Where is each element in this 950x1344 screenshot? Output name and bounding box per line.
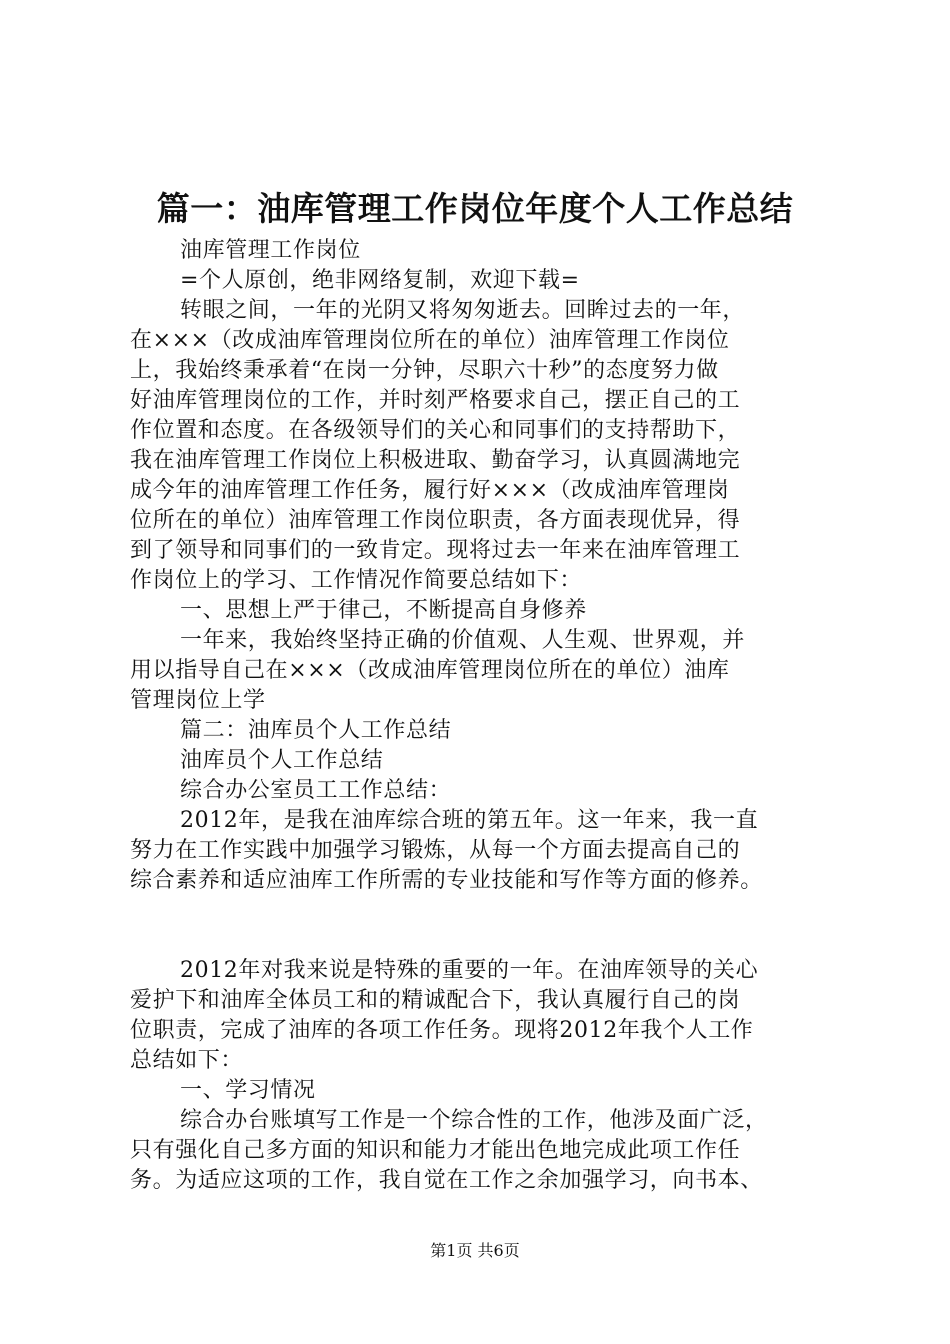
text-line: 爱护下和油库全体员工和的精诚配合下，我认真履行自己的岗 xyxy=(130,988,741,1013)
page-footer: 第1页 共6页 xyxy=(430,1241,520,1260)
text-line: 综合素养和适应油库工作所需的专业技能和写作等方面的修养。 xyxy=(130,868,763,893)
text-line: 到了领导和同事们的一致肯定。现将过去一年来在油库管理工 xyxy=(130,538,741,563)
text-line: 用以指导自己在×××（改成油库管理岗位所在的单位）油库 xyxy=(130,658,730,683)
text-line: 我在油库管理工作岗位上积极进取、勤奋学习，认真圆满地完 xyxy=(130,448,741,473)
section-heading: 一、思想上严于律己，不断提高自身修养 xyxy=(180,598,587,623)
text-line: 作岗位上的学习、工作情况作简要总结如下： xyxy=(130,568,583,593)
text-line: 在×××（改成油库管理岗位所在的单位）油库管理工作岗位 xyxy=(130,328,730,353)
text-line: 努力在工作实践中加强学习锻炼，从每一个方面去提高自己的 xyxy=(130,838,741,863)
text-line: 油库员个人工作总结 xyxy=(180,748,384,773)
document-title: 篇一：油库管理工作岗位年度个人工作总结 xyxy=(156,189,794,228)
text-line: 综合办公室员工工作总结： xyxy=(180,778,452,803)
text-line: 总结如下： xyxy=(130,1048,244,1073)
blank-line xyxy=(130,896,830,956)
text-line: 位所在的单位）油库管理工作岗位职责，各方面表现优异，得 xyxy=(130,508,741,533)
text-line: 转眼之间，一年的光阴又将匆匆逝去。回眸过去的一年， xyxy=(180,298,746,323)
text-line: 2012年，是我在油库综合班的第五年。这一年来，我一直 xyxy=(180,808,759,833)
text-line: 管理岗位上学 xyxy=(130,688,266,713)
text-line: 油库管理工作岗位 xyxy=(180,238,361,263)
text-line: 务。为适应这项的工作，我自觉在工作之余加强学习，向书本、 xyxy=(130,1168,763,1193)
text-line: 成今年的油库管理工作任务，履行好×××（改成油库管理岗 xyxy=(130,478,730,503)
text-line: 一年来，我始终坚持正确的价值观、人生观、世界观，并 xyxy=(180,628,746,653)
text-line: 只有强化自己多方面的知识和能力才能出色地完成此项工作任 xyxy=(130,1138,741,1163)
text-line: 综合办台账填写工作是一个综合性的工作，他涉及面广泛， xyxy=(180,1108,768,1133)
text-line: 2012年对我来说是特殊的重要的一年。在油库领导的关心 xyxy=(180,958,759,983)
text-line: =个人原创，绝非网络复制，欢迎下载= xyxy=(180,268,580,293)
text-line: 上，我始终秉承着“在岗一分钟，尽职六十秒”的态度努力做 xyxy=(130,358,719,383)
text-line: 好油库管理岗位的工作，并时刻严格要求自己，摆正自己的工 xyxy=(130,388,741,413)
text-line: 位职责，完成了油库的各项工作任务。现将2012年我个人工作 xyxy=(130,1018,754,1043)
section-heading: 一、学习情况 xyxy=(180,1078,316,1103)
document-body xyxy=(130,236,830,1196)
section-heading: 篇二：油库员个人工作总结 xyxy=(180,718,452,743)
text-line: 作位置和态度。在各级领导们的关心和同事们的支持帮助下， xyxy=(130,418,741,443)
